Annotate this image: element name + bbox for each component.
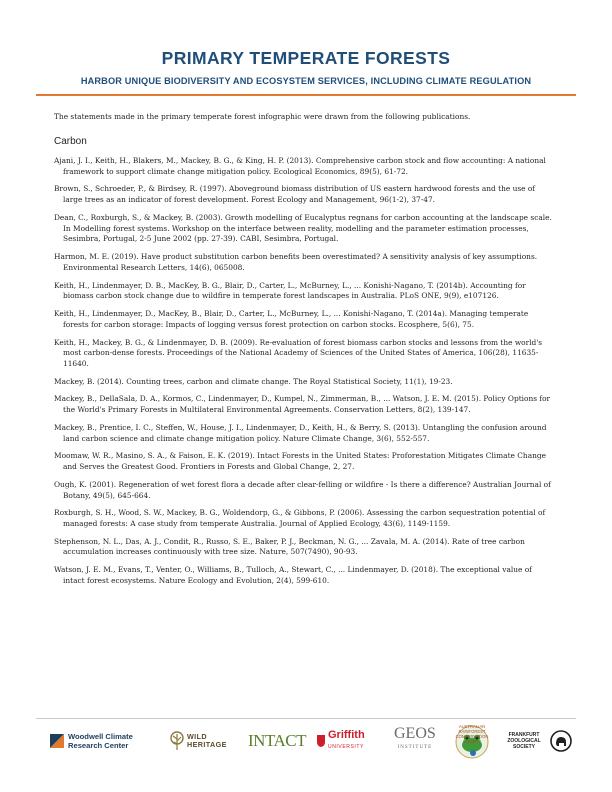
reference-item: Ough, K. (2001). Regeneration of wet forest flora a decade after clear-felling or wildfire - Is there a difference? Australian Journal of Botany, 49(5), 645-664. — [54, 479, 551, 500]
wild-heritage-line1: WILD — [187, 731, 207, 741]
intact-wordmark: INTACT — [248, 731, 306, 750]
rainforest-society-logo — [450, 722, 496, 760]
header-divider — [36, 94, 576, 96]
fzs-elephant-icon — [550, 730, 572, 752]
woodwell-mark-icon — [50, 734, 64, 748]
wild-heritage-logo — [170, 722, 242, 760]
section-heading-carbon: Carbon — [54, 136, 87, 147]
page-subtitle: HARBOR UNIQUE BIODIVERSITY AND ECOSYSTEM SERVICES, INCLUDING CLIMATE REGULATION — [80, 76, 532, 86]
fzs-line2: ZOOLOGICAL — [507, 738, 541, 744]
footer-divider — [36, 718, 576, 719]
geos-logo — [394, 722, 442, 760]
geos-wordmark: GEOS — [394, 725, 436, 742]
woodwell-name-line2: Research Center — [68, 741, 129, 750]
intact-logo — [248, 722, 308, 760]
intro-text: The statements made in the primary temperate forest infographic were drawn from the following publications. — [54, 112, 471, 121]
reference-item: Roxburgh, S. H., Wood, S. W., Mackey, B. G., Woldendorp, G., & Gibbons, P. (2006). Assessing the carbon sequestration potential of managed forests: A case study from temperate Australia. Journal of Applied Ecology, 43(6), 1149-1159. — [54, 508, 546, 528]
reference-item: Moomaw, W. R., Masino, S. A., & Faison, E. K. (2019). Intact Forests in the United States: Proforestation Mitigates Climate Change and Serves the Greatest Good. Frontiers in Forests and Global Change, 2, 27. — [54, 451, 546, 472]
griffith-line1: Griffith — [328, 729, 365, 741]
partner-logos — [36, 722, 576, 760]
griffith-shield-icon — [316, 734, 326, 748]
reference-item: Brown, S., Schroeder, P., & Birdsey, R. (1997). Aboveground biomass distribution of US eastern hardwood forests and the use of large trees as an indicator of forest development. Forest Ecology and Management, 96(1-2), 37-47. — [54, 184, 536, 205]
fzs-line1: FRANKFURT — [508, 732, 540, 738]
page-title: PRIMARY TEMPERATE FORESTS — [161, 48, 451, 68]
reference-list — [54, 156, 554, 594]
reference-item: Harmon, M. E. (2019). Have product substitution carbon benefits been overestimated? A sensitivity analysis of key assumptions. Environmental Research Letters, 14(6), 065008. — [54, 252, 538, 272]
reference-item: Stephenson, N. L., Das, A. J., Condit, R., Russo, S. E., Baker, P. J., Beckman, N. G., ... Zavala, M. A. (2014). Rate of tree carbon accumulation increases continuously with tree size. Nature, 507(7490), 90-93. — [54, 536, 525, 557]
wild-heritage-tree-icon — [170, 731, 184, 751]
reference-item: Dean, C., Roxburgh, S., & Mackey, B. (2003). Growth modelling of Eucalyptus regnans for carbon accounting at the landscape scale. In Modelling forest systems. Workshop on the interface between reality, modelling and the parameter estimation processes, Sesimbra, Portugal, 2-5 June 2002 (pp. 27-39). CABI, Sesimbra, Portugal. — [54, 212, 552, 244]
woodwell-name-line1: Woodwell Climate — [68, 732, 133, 741]
griffith-line2: UNIVERSITY — [328, 744, 365, 750]
reference-item: Watson, J. E. M., Evans, T., Venter, O., Williams, B., Tulloch, A., Stewart, C., ... Lindenmayer, D. (2018). The exceptional value of intact forest ecosystems. Nature Ecology and Evolution, 2(4), 599-610. — [54, 565, 532, 585]
fzs-logo — [502, 722, 578, 760]
reference-item: Mackey, B., Prentice, I. C., Steffen, W., House, J. I., Lindenmayer, D., Keith, H., & Berry, S. (2013). Untangling the confusion around land carbon science and climate change mitigation policy. Nature Climate Change, 3(6), 552-557. — [54, 422, 547, 443]
reference-item: Keith, H., Lindenmayer, D., MacKey, B., Blair, D., Carter, L., McBurney, L., ... Konishi-Nagano, T. (2014a). Managing temperate forests for carbon storage: Impacts of logging versus forest protection on carbon stocks. Ecosphere, 5(6), 75. — [54, 309, 529, 329]
reference-item: Ajani, J. I., Keith, H., Blakers, M., Mackey, B. G., & King, H. P. (2013). Comprehensive carbon stock and flow accounting: A national framework to support climate change mitigation policy. Ecological Economics, 89(5), 61-72. — [54, 156, 546, 176]
woodwell-logo — [50, 722, 160, 760]
reference-item: Mackey, B., DellaSala, D. A., Kormos, C., Lindenmayer, D., Kumpel, N., Zimmerman, B., ... Watson, J. E. M. (2015). Policy Options for the World's Primary Forests in Multilateral Environmental Agreements. Conservation Letters, 8(2), 139-147. — [54, 394, 551, 415]
wild-heritage-line2: HERITAGE — [187, 740, 227, 749]
geos-subtitle: INSTITUTE — [397, 745, 433, 750]
griffith-logo — [316, 722, 380, 760]
reference-item: Mackey, B. (2014). Counting trees, carbon and climate change. The Royal Statistical Society, 11(1), 19-23. — [54, 376, 453, 386]
reference-item: Keith, H., Lindenmayer, D. B., MacKey, B. G., Blair, D., Carter, L., McBurney, L., ... Konishi-Nagano, T. (2014b). Accounting for biomass carbon stock change due to wildfire in temperate forest landscapes in Australia. PLoS ONE, 9(9), e107126. — [54, 280, 526, 301]
fzs-line3: SOCIETY — [513, 744, 535, 750]
reference-item: Keith, H., Mackey, B. G., & Lindenmayer, D. B. (2009). Re-evaluation of forest biomass carbon stocks and lessons from the world's most carbon-dense forests. Proceedings of the National Academy of Sciences of the United States of America, 106(28), 11635-11640. — [54, 337, 543, 368]
rainforest-society-name: AUSTRALIAN RAINFOREST CONSERVATION SOCIETY — [455, 724, 489, 744]
